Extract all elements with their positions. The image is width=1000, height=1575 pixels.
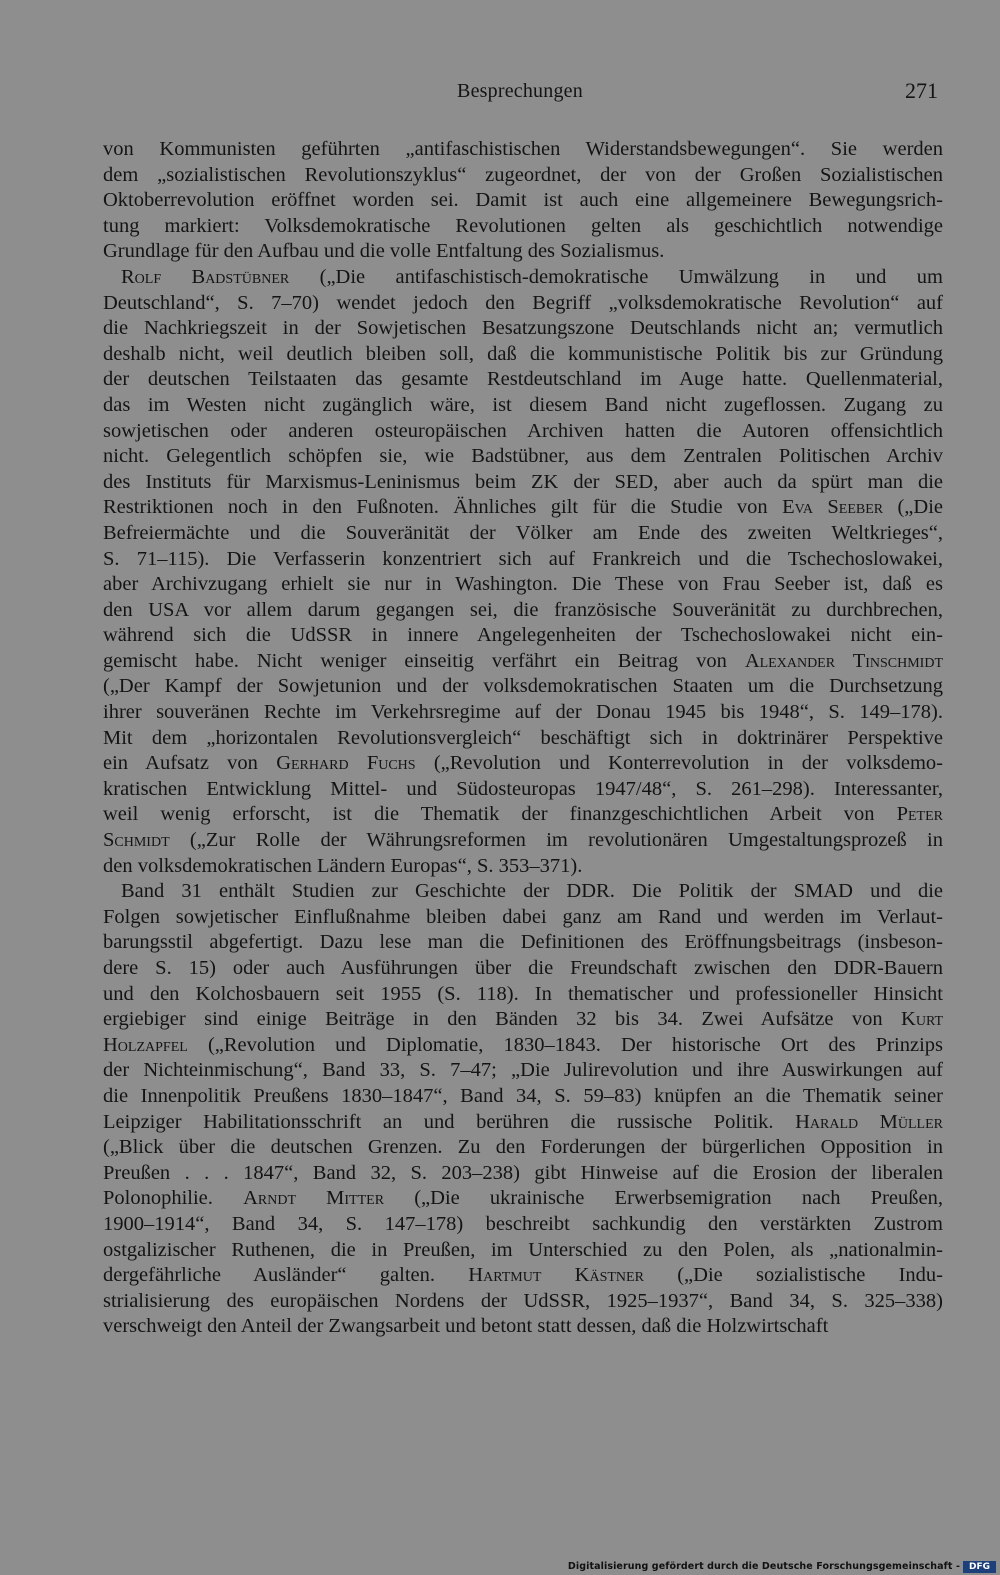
text-segment: von Kommunisten geführten „antifaschistischen Widerstandsbewegungen“. Sie werden <box>103 138 943 160</box>
text-segment: das im Westen nicht zugänglich wäre, ist diesem Band nicht zugeflossen. Zugang zu <box>103 393 943 416</box>
author-name: Arndt Mitter <box>243 1187 385 1210</box>
text-line <box>103 1033 943 1059</box>
text-line <box>103 982 943 1008</box>
text-segment: ein Aufsatz von <box>103 752 277 775</box>
text-line <box>103 726 943 752</box>
body-text <box>103 137 943 1340</box>
text-segment: deshalb nicht, weil deutlich bleiben soll, daß die kommunistische Politik bis zur Gründung <box>103 342 943 365</box>
text-line <box>103 1263 943 1289</box>
author-name: Hartmut Kästner <box>468 1264 644 1287</box>
text-segment: den volksdemokratischen Ländern Europas“, S. 353–371). <box>103 854 583 877</box>
text-line <box>103 470 943 496</box>
text-line <box>103 802 943 828</box>
text-segment: („Blick über die deutschen Grenzen. Zu den Forderungen der bürgerlichen Opposition in <box>103 1136 943 1159</box>
text-line <box>103 700 943 726</box>
text-segment: nicht. Gelegentlich schöpfen sie, wie Badstübner, aus dem Zentralen Politischen Archiv <box>103 445 943 468</box>
text-line <box>103 1289 943 1315</box>
paragraph <box>103 137 943 265</box>
dfg-logo: DFG <box>963 1561 996 1573</box>
paragraph <box>103 879 943 1340</box>
text-segment: des Instituts für Marxismus-Leninismus beim ZK der SED, aber auch da spürt man die <box>103 470 943 493</box>
text-segment: gemischt habe. Nicht weniger einseitig verfährt ein Beitrag von <box>103 649 745 672</box>
text-line <box>103 444 943 470</box>
text-segment: Befreiermächte und die Souveränität der Völker am Ende des zweiten Weltkrieges“, <box>103 521 943 544</box>
text-segment: die Innenpolitik Preußens 1830–1847“, Band 34, S. 59–83) knüpfen an die Thematik seiner <box>103 1084 943 1107</box>
author-name: Rolf Badstübner <box>121 265 290 288</box>
paragraph <box>103 265 943 879</box>
text-segment: („Zur Rolle der Währungsreformen im revolutionären Umgestaltungsprozeß in <box>169 829 943 852</box>
text-line <box>103 905 943 931</box>
text-line <box>103 367 943 393</box>
text-line <box>103 137 943 163</box>
text-line <box>103 393 943 419</box>
text-line <box>103 1007 943 1033</box>
text-segment: („Die <box>883 496 944 519</box>
text-segment: dergefährliche Ausländer“ galten. <box>103 1264 469 1287</box>
text-segment: barungsstil abgefertigt. Dazu lese man die Definitionen des Eröffnungsbeitrags (insbeson- <box>103 931 943 954</box>
text-line <box>103 419 943 445</box>
text-segment: die Nachkriegszeit in der Sowjetischen Besatzungszone Deutschlands nicht an; vermutlich <box>103 317 943 340</box>
text-segment: tung markiert: Volksdemokratische Revolutionen gelten als geschichtlich notwendige <box>103 214 943 237</box>
digitization-credit: Digitalisierung gefördert durch die Deutsche Forschungsgemeinschaft - <box>567 1561 960 1572</box>
text-line <box>103 598 943 624</box>
text-segment: („Revolution und Diplomatie, 1830–1843. Der historische Ort des Prinzips <box>187 1033 943 1056</box>
text-segment: Oktoberrevolution eröffnet worden sei. Damit ist auch eine allgemeinere Bewegungsrich- <box>103 189 943 212</box>
page-number: 271 <box>905 78 938 103</box>
text-line <box>103 1314 943 1340</box>
text-line <box>103 214 943 240</box>
text-line <box>103 291 943 317</box>
text-segment: Leipziger Habilitationsschrift an und berühren die russische Politik. <box>103 1110 796 1133</box>
author-name: Schmidt <box>103 829 170 852</box>
text-line <box>103 1058 943 1084</box>
text-line <box>103 930 943 956</box>
text-segment: der deutschen Teilstaaten das gesamte Restdeutschland im Auge hatte. Quellenmaterial, <box>103 368 943 391</box>
text-line <box>103 1186 943 1212</box>
text-segment: der Nichteinmischung“, Band 33, S. 7–47; „Die Julirevolution und ihre Auswirkungen auf <box>103 1059 943 1082</box>
text-line <box>103 495 943 521</box>
text-line <box>103 547 943 573</box>
author-name: Kurt <box>901 1008 943 1031</box>
author-name: Alexander Tinschmidt <box>744 649 943 672</box>
text-segment: Polonophilie. <box>103 1187 244 1210</box>
text-line <box>103 1238 943 1264</box>
text-segment: den USA vor allem darum gegangen sei, die französische Souveränität zu durchbrechen, <box>103 598 943 621</box>
text-line <box>103 239 943 265</box>
text-line <box>103 674 943 700</box>
text-line <box>103 751 943 777</box>
text-line <box>103 342 943 368</box>
text-segment: verschweigt den Anteil der Zwangsarbeit und betont statt dessen, daß die Holzwirtschaft <box>103 1315 829 1338</box>
author-name: Harald Müller <box>795 1110 943 1133</box>
text-segment: Restriktionen noch in den Fußnoten. Ähnliches gilt für die Studie von <box>103 496 783 519</box>
text-segment: („Die ukrainische Erwerbsemigration nach Preußen, <box>384 1187 943 1210</box>
text-segment: 1900–1914“, Band 34, S. 147–178) beschreibt sachkundig den verstärkten Zustrom <box>103 1212 943 1235</box>
text-segment: („Revolution und Konterrevolution in der volksdemo- <box>415 752 944 775</box>
text-segment: sowjetischen oder anderen osteuropäischen Archiven hatten die Autoren offensichtlich <box>103 419 943 442</box>
footer <box>0 1560 1000 1575</box>
text-segment: dere S. 15) oder auch Ausführungen über die Freundschaft zwischen den DDR-Bauern <box>103 957 943 979</box>
text-segment: Grundlage für den Aufbau und die volle Entfaltung des Sozialismus. <box>103 240 665 263</box>
text-line <box>103 649 943 675</box>
text-segment: Band 31 enthält Studien zur Geschichte der DDR. Die Politik der SMAD und die <box>121 880 943 903</box>
text-line <box>103 854 943 880</box>
text-segment: aber Archivzugang erhielt sie nur in Washington. Die These von Frau Seeber ist, daß es <box>103 573 943 596</box>
text-segment: strialisierung des europäischen Nordens der UdSSR, 1925–1937“, Band 34, S. 325–338) <box>103 1289 943 1312</box>
text-line <box>103 1110 943 1136</box>
text-line <box>103 828 943 854</box>
author-name: Eva Seeber <box>782 496 884 519</box>
text-segment: weil wenig erforscht, ist die Thematik der finanzgeschichtlichen Arbeit von <box>103 803 897 826</box>
text-segment: Deutschland“, S. 7–70) wendet jedoch den Begriff „volksdemokratische Revolution“ auf <box>103 291 943 314</box>
running-header: Besprechungen <box>457 80 583 102</box>
text-line <box>103 879 943 905</box>
text-segment: und den Kolchosbauern seit 1955 (S. 118). In thematischer und professioneller Hinsicht <box>103 982 943 1005</box>
text-segment: („Der Kampf der Sowjetunion und der volksdemokratischen Staaten um die Durchsetzung <box>103 675 943 698</box>
text-segment: Mit dem „horizontalen Revolutionsvergleich“ beschäftigt sich in doktrinärer Perspektive <box>103 726 943 749</box>
text-segment: ihrer souveränen Rechte im Verkehrsregime auf der Donau 1945 bis 1948“, S. 149–178). <box>103 701 943 724</box>
text-line <box>103 777 943 803</box>
text-segment: S. 71–115). Die Verfasserin konzentriert sich auf Frankreich und die Tschechoslowakei, <box>103 547 943 570</box>
text-line <box>103 163 943 189</box>
text-segment: ergiebiger sind einige Beiträge in den Bänden 32 bis 34. Zwei Aufsätze von <box>103 1008 902 1031</box>
text-segment: („Die antifaschistisch-demokratische Umwälzung in und um <box>289 265 943 288</box>
text-segment: dem „sozialistischen Revolutionszyklus“ zugeordnet, der von der Großen Sozialistischen <box>103 163 943 186</box>
text-line <box>103 1212 943 1238</box>
text-line <box>103 316 943 342</box>
text-line <box>103 956 943 982</box>
text-segment: ostgalizischer Ruthenen, die in Preußen, im Unterschied zu den Polen, als „nationalmin- <box>103 1238 943 1261</box>
text-line <box>103 1084 943 1110</box>
text-segment: während sich die UdSSR in innere Angelegenheiten der Tschechoslowakei nicht ein- <box>103 624 943 647</box>
text-line <box>103 1161 943 1187</box>
text-segment: Preußen . . . 1847“, Band 32, S. 203–238) gibt Hinweise auf die Erosion der liberalen <box>103 1161 943 1184</box>
text-line <box>103 521 943 547</box>
text-line <box>103 265 943 291</box>
text-line <box>103 572 943 598</box>
text-segment: Folgen sowjetischer Einflußnahme bleiben dabei ganz am Rand und werden im Verlaut- <box>103 905 943 928</box>
text-segment: („Die sozialistische Indu- <box>643 1264 944 1287</box>
text-segment: kratischen Entwicklung Mittel- und Südosteuropas 1947/48“, S. 261–298). Interessanter, <box>103 777 943 800</box>
text-line <box>103 1135 943 1161</box>
text-line <box>103 188 943 214</box>
text-line <box>103 623 943 649</box>
author-name: Peter <box>896 803 943 826</box>
author-name: Holzapfel <box>103 1033 188 1056</box>
author-name: Gerhard Fuchs <box>276 752 416 775</box>
